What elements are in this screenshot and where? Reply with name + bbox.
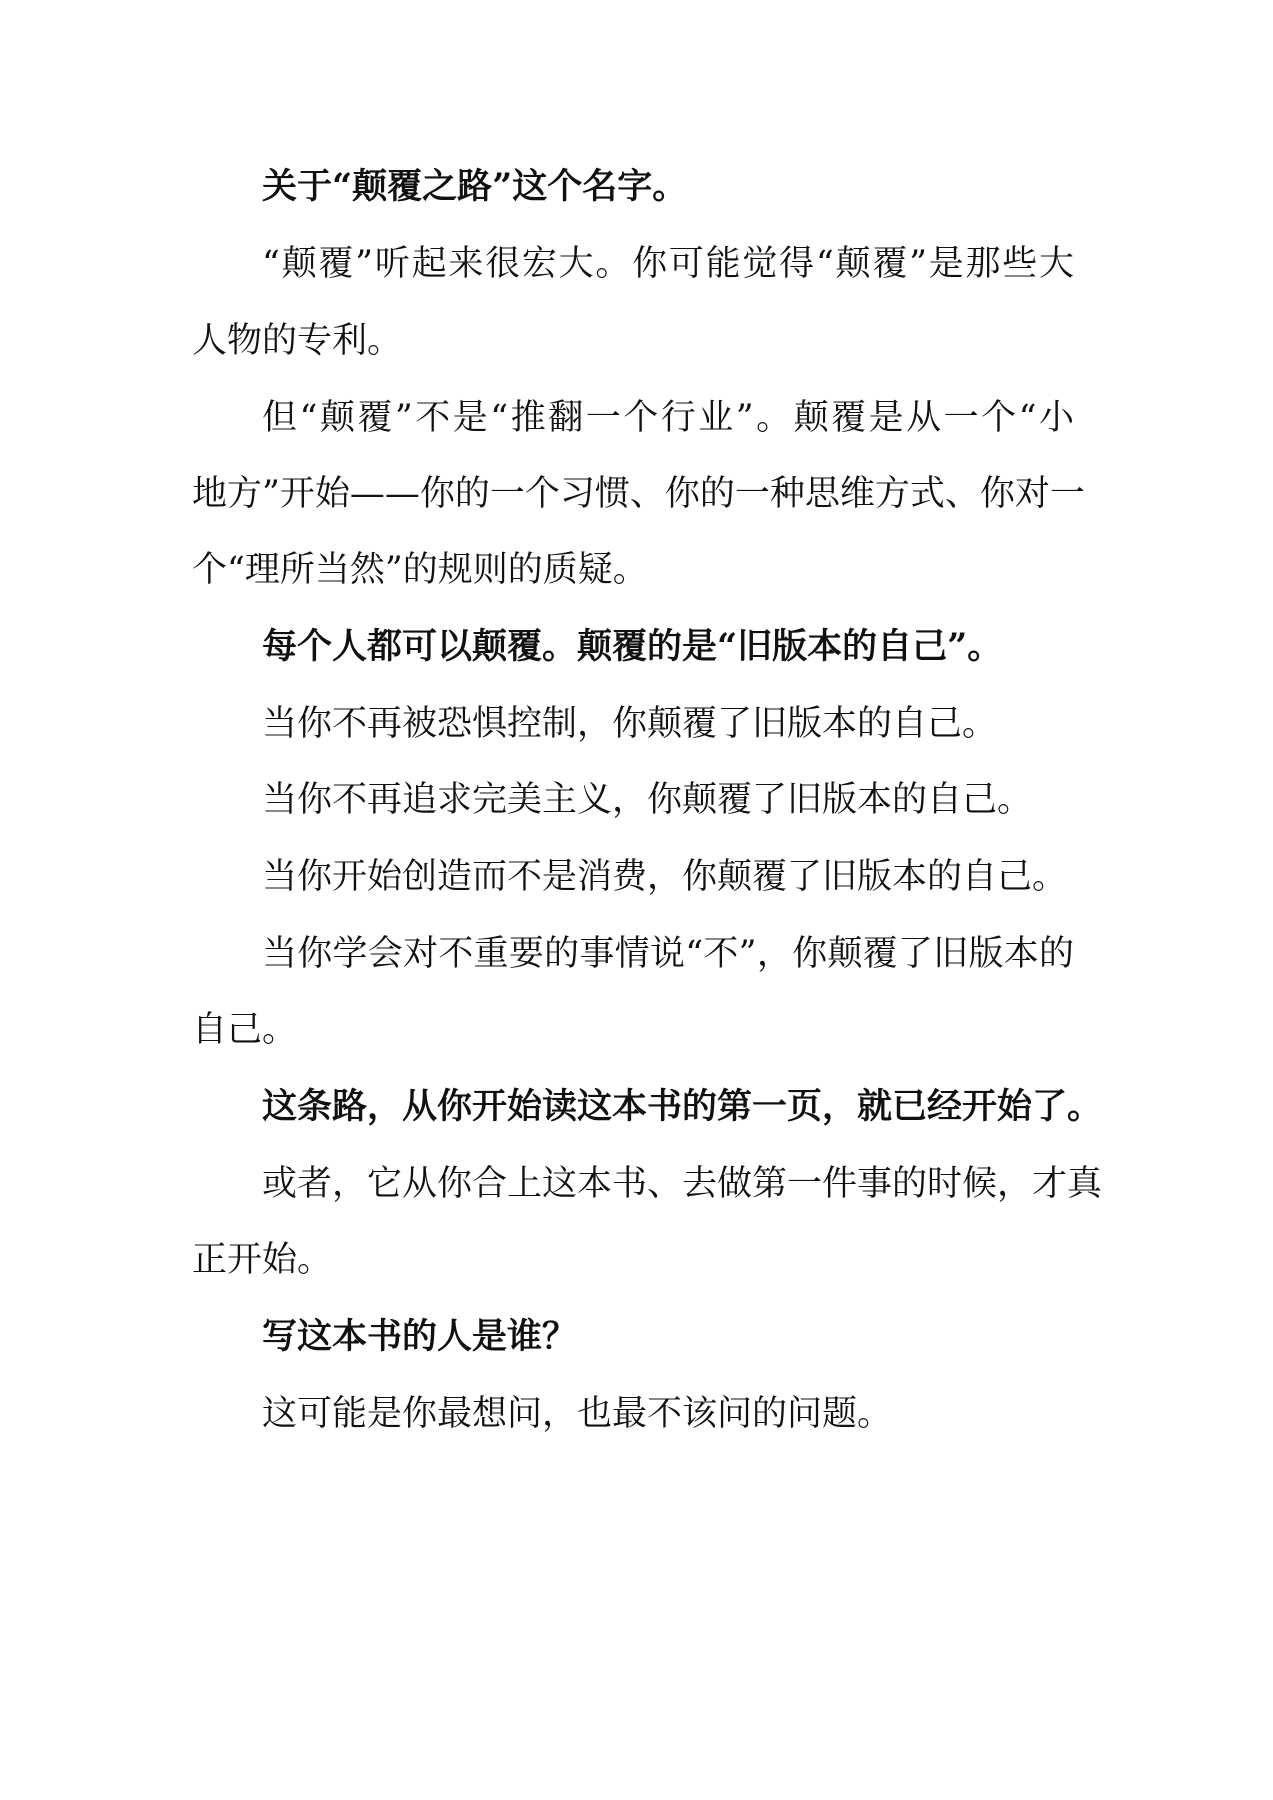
paragraph-line: 当你不再追求完美主义，你颠覆了旧版本的自己。 (262, 780, 1033, 820)
paragraph-line: 当你学会对不重要的事情说“不”，你颠覆了旧版本的 (262, 934, 1074, 974)
paragraph-line: 当你开始创造而不是消费，你颠覆了旧版本的自己。 (262, 857, 1068, 897)
heading-who-wrote: 写这本书的人是谁？ (262, 1316, 578, 1357)
paragraph-line: 正开始。 (192, 1240, 333, 1280)
paragraph-line: 人物的专利。 (192, 321, 403, 361)
paragraph-line: 地方”开始——你的一个习惯、你的一种思维方式、你对一 (192, 474, 1085, 514)
paragraph-line: 但“颠覆”不是“推翻一个行业”。颠覆是从一个“小 (262, 398, 1074, 438)
paragraph-line: 或者，它从你合上这本书、去做第一件事的时候，才真 (262, 1164, 1103, 1204)
heading-everyone-can-subvert: 每个人都可以颠覆。颠覆的是“旧版本的自己”。 (262, 626, 1003, 667)
paragraph-line: “颠覆”听起来很宏大。你可能觉得“颠覆”是那些大 (262, 244, 1074, 284)
paragraph-line: 当你不再被恐惧控制，你颠覆了旧版本的自己。 (262, 704, 998, 744)
heading-path-started: 这条路，从你开始读这本书的第一页，就已经开始了。 (262, 1086, 1103, 1127)
heading-name-meaning: 关于“颠覆之路”这个名字。 (262, 166, 688, 207)
paragraph-line: 这可能是你最想问，也最不该问的问题。 (262, 1394, 893, 1434)
paragraph-line: 个“理所当然”的规则的质疑。 (192, 550, 648, 590)
paragraph-line: 自己。 (192, 1010, 298, 1050)
